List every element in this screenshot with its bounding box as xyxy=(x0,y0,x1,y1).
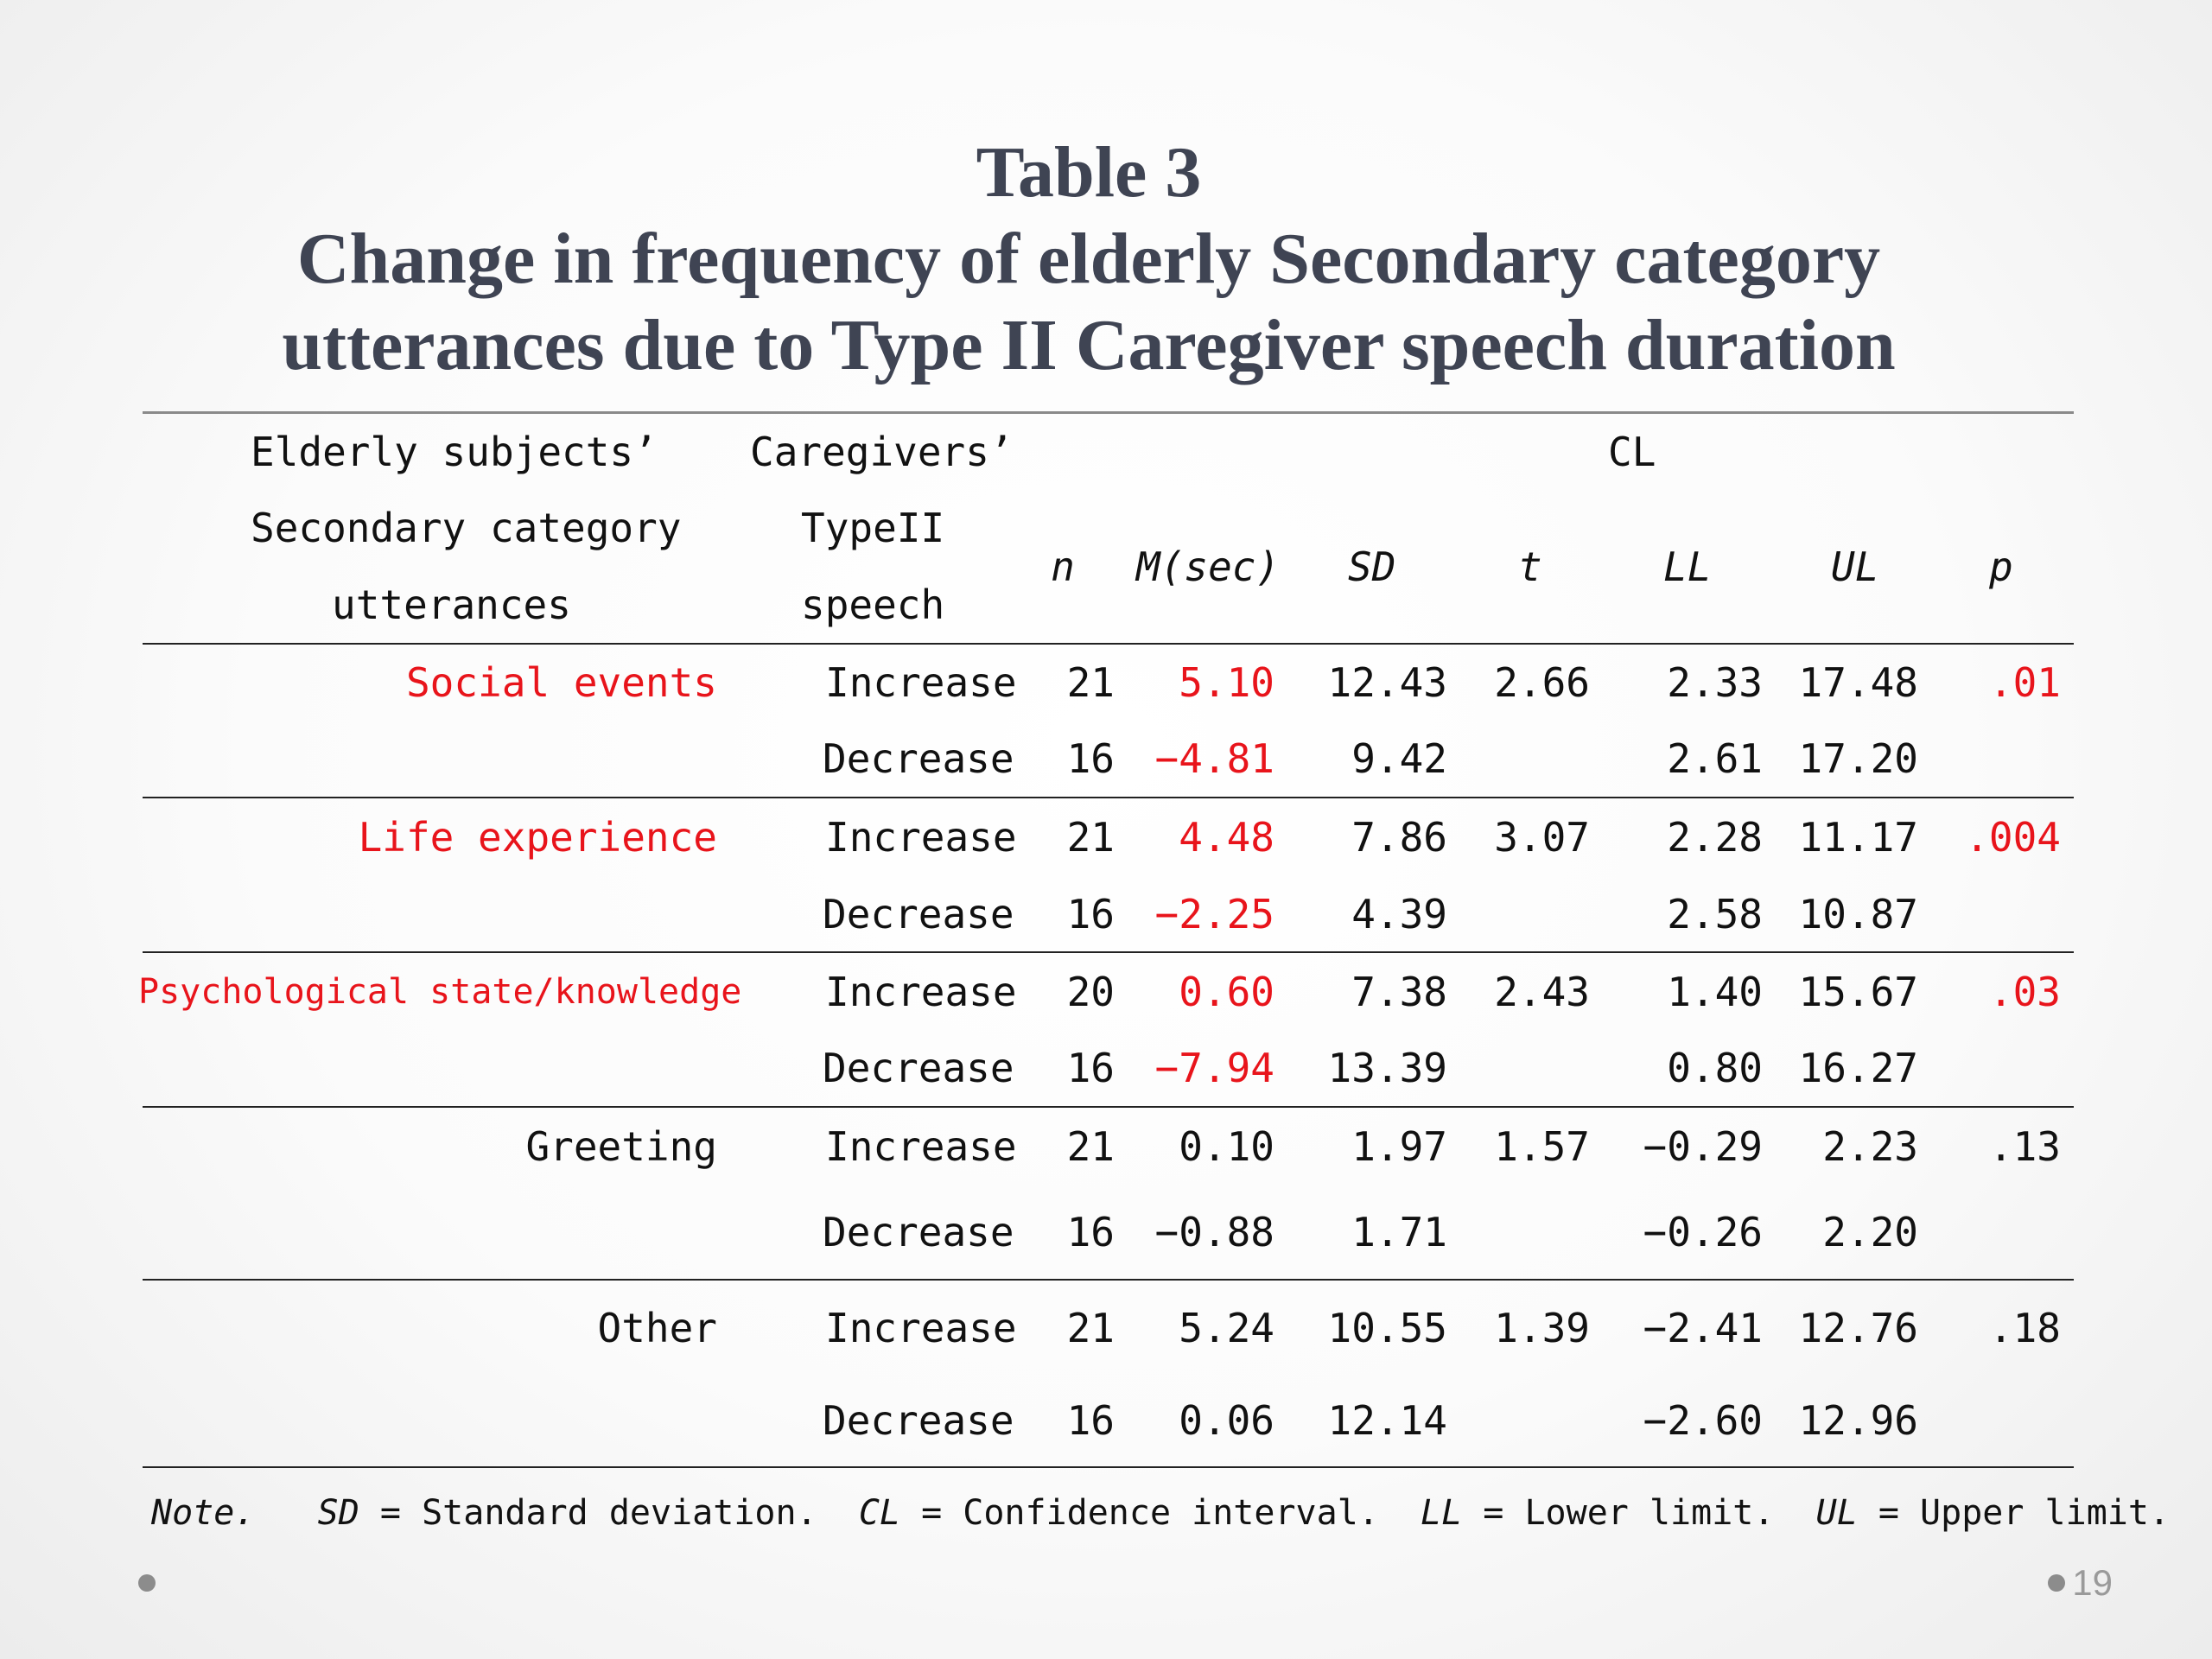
header-n: n xyxy=(1051,543,1075,590)
category-label: Social events xyxy=(405,659,717,706)
title-line-1: Table 3 xyxy=(976,132,1202,213)
page-number: 19 xyxy=(2072,1562,2113,1603)
note-ll-text: = Lower limit. xyxy=(1462,1493,1816,1533)
cell-sd: 7.86 xyxy=(1351,814,1447,861)
header-sd: SD xyxy=(1348,543,1396,590)
caregiver-change: Increase xyxy=(825,969,1017,1015)
cell-n: 16 xyxy=(1066,735,1115,782)
header-m: M(sec) xyxy=(1136,543,1281,590)
cell-sd: 9.42 xyxy=(1351,735,1447,782)
cell-ul: 2.20 xyxy=(1822,1209,1918,1255)
cell-sd: 1.71 xyxy=(1351,1209,1447,1255)
cell-ll: 1.40 xyxy=(1667,969,1763,1015)
cell-t: 3.07 xyxy=(1494,814,1590,861)
note-cl-text: = Confidence interval. xyxy=(899,1493,1421,1533)
cell-ll: −0.26 xyxy=(1643,1209,1763,1255)
note-cl-abbr: CL xyxy=(858,1493,900,1533)
cell-ul: 15.67 xyxy=(1798,969,1918,1015)
cell-ul: 11.17 xyxy=(1798,814,1918,861)
cell-sd: 10.55 xyxy=(1327,1305,1447,1351)
category-label: Psychological state/knowledge xyxy=(138,972,742,1012)
caregiver-change: Decrease xyxy=(823,1397,1014,1444)
caregiver-change: Decrease xyxy=(823,735,1014,782)
header-subjects-line1: Elderly subjects’ xyxy=(251,429,658,475)
cell-n: 21 xyxy=(1066,1123,1115,1170)
cell-ll: 2.58 xyxy=(1667,891,1763,938)
header-subjects-line3: utterances xyxy=(332,582,571,628)
category-label: Life experience xyxy=(358,814,717,861)
caregiver-change: Decrease xyxy=(823,1045,1014,1091)
cell-t: 2.43 xyxy=(1494,969,1590,1015)
cell-m: 5.24 xyxy=(1179,1305,1274,1351)
cell-ll: 0.80 xyxy=(1667,1045,1763,1091)
cell-ul: 2.23 xyxy=(1822,1123,1918,1170)
cell-m: 5.10 xyxy=(1179,659,1274,706)
cell-ul: 10.87 xyxy=(1798,891,1918,938)
header-cl: CL xyxy=(1608,429,1656,475)
cell-ll: 2.28 xyxy=(1667,814,1763,861)
cell-ul: 17.20 xyxy=(1798,735,1918,782)
header-subjects-line2: Secondary category xyxy=(251,505,682,551)
cell-p: .03 xyxy=(1988,969,2061,1015)
note-sd-text: = Standard deviation. xyxy=(359,1493,859,1533)
cell-ll: −0.29 xyxy=(1643,1123,1763,1170)
slide-bullet-right-icon xyxy=(2048,1574,2065,1592)
cell-n: 21 xyxy=(1066,1305,1115,1351)
cell-t: 2.66 xyxy=(1494,659,1590,706)
cell-n: 16 xyxy=(1066,1397,1115,1444)
cell-n: 16 xyxy=(1066,891,1115,938)
title-line-2: Change in frequency of elderly Secondary category xyxy=(296,219,1881,299)
cell-m: 0.60 xyxy=(1179,969,1274,1015)
caregiver-change: Increase xyxy=(825,1123,1017,1170)
cell-ul: 12.96 xyxy=(1798,1397,1918,1444)
cell-n: 21 xyxy=(1066,659,1115,706)
header-caregivers-line2: TypeII xyxy=(801,505,945,551)
group-rule xyxy=(143,1106,2074,1108)
note-ul-text: = Upper limit. xyxy=(1857,1493,2171,1533)
header-rule xyxy=(143,643,2074,645)
cell-n: 21 xyxy=(1066,814,1115,861)
caregiver-change: Increase xyxy=(825,814,1017,861)
cell-ll: −2.60 xyxy=(1643,1397,1763,1444)
group-rule xyxy=(143,951,2074,953)
category-label: Other xyxy=(597,1305,717,1351)
note-ll-abbr: LL xyxy=(1421,1493,1463,1533)
note-ul-abbr: UL xyxy=(1815,1493,1858,1533)
cell-m: −7.94 xyxy=(1154,1045,1274,1091)
caregiver-change: Increase xyxy=(825,659,1017,706)
header-caregivers-line1: Caregivers’ xyxy=(750,429,1014,475)
cell-ul: 17.48 xyxy=(1798,659,1918,706)
caregiver-change: Increase xyxy=(825,1305,1017,1351)
cell-n: 16 xyxy=(1066,1045,1115,1091)
cell-sd: 7.38 xyxy=(1351,969,1447,1015)
cell-p: .004 xyxy=(1965,814,2061,861)
slide-title xyxy=(0,130,2177,389)
cell-sd: 1.97 xyxy=(1351,1123,1447,1170)
title-line-3: utterances due to Type II Caregiver speech duration xyxy=(282,305,1896,385)
cell-t: 1.39 xyxy=(1494,1305,1590,1351)
category-label: Greeting xyxy=(525,1123,717,1170)
cell-sd: 13.39 xyxy=(1327,1045,1447,1091)
cell-ll: 2.33 xyxy=(1667,659,1763,706)
cell-m: −2.25 xyxy=(1154,891,1274,938)
cell-m: 0.06 xyxy=(1179,1397,1274,1444)
cell-t: 1.57 xyxy=(1494,1123,1590,1170)
cell-m: −0.88 xyxy=(1154,1209,1274,1255)
cell-m: −4.81 xyxy=(1154,735,1274,782)
cell-p: .13 xyxy=(1988,1123,2061,1170)
caregiver-change: Decrease xyxy=(823,891,1014,938)
slide-bullet-left-icon xyxy=(138,1574,156,1592)
note-sd-abbr: SD xyxy=(317,1493,359,1533)
cell-ul: 12.76 xyxy=(1798,1305,1918,1351)
header-p: p xyxy=(1989,543,2013,590)
table-top-rule xyxy=(143,411,2074,414)
cell-sd: 12.14 xyxy=(1327,1397,1447,1444)
cell-ll: 2.61 xyxy=(1667,735,1763,782)
cell-ll: −2.41 xyxy=(1643,1305,1763,1351)
header-ll: LL xyxy=(1663,543,1712,590)
caregiver-change: Decrease xyxy=(823,1209,1014,1255)
cell-n: 20 xyxy=(1066,969,1115,1015)
cell-p: .01 xyxy=(1988,659,2061,706)
header-ul: UL xyxy=(1831,543,1879,590)
cell-m: 4.48 xyxy=(1179,814,1274,861)
table-note xyxy=(151,1491,2170,1535)
cell-sd: 4.39 xyxy=(1351,891,1447,938)
cell-sd: 12.43 xyxy=(1327,659,1447,706)
table-bottom-rule xyxy=(143,1466,2074,1468)
cell-n: 16 xyxy=(1066,1209,1115,1255)
note-label: Note. xyxy=(151,1493,256,1533)
cell-p: .18 xyxy=(1988,1305,2061,1351)
header-caregivers-line3: speech xyxy=(801,582,945,628)
group-rule xyxy=(143,1279,2074,1281)
cell-ul: 16.27 xyxy=(1798,1045,1918,1091)
group-rule xyxy=(143,797,2074,798)
cell-m: 0.10 xyxy=(1179,1123,1274,1170)
header-t: t xyxy=(1518,543,1542,590)
